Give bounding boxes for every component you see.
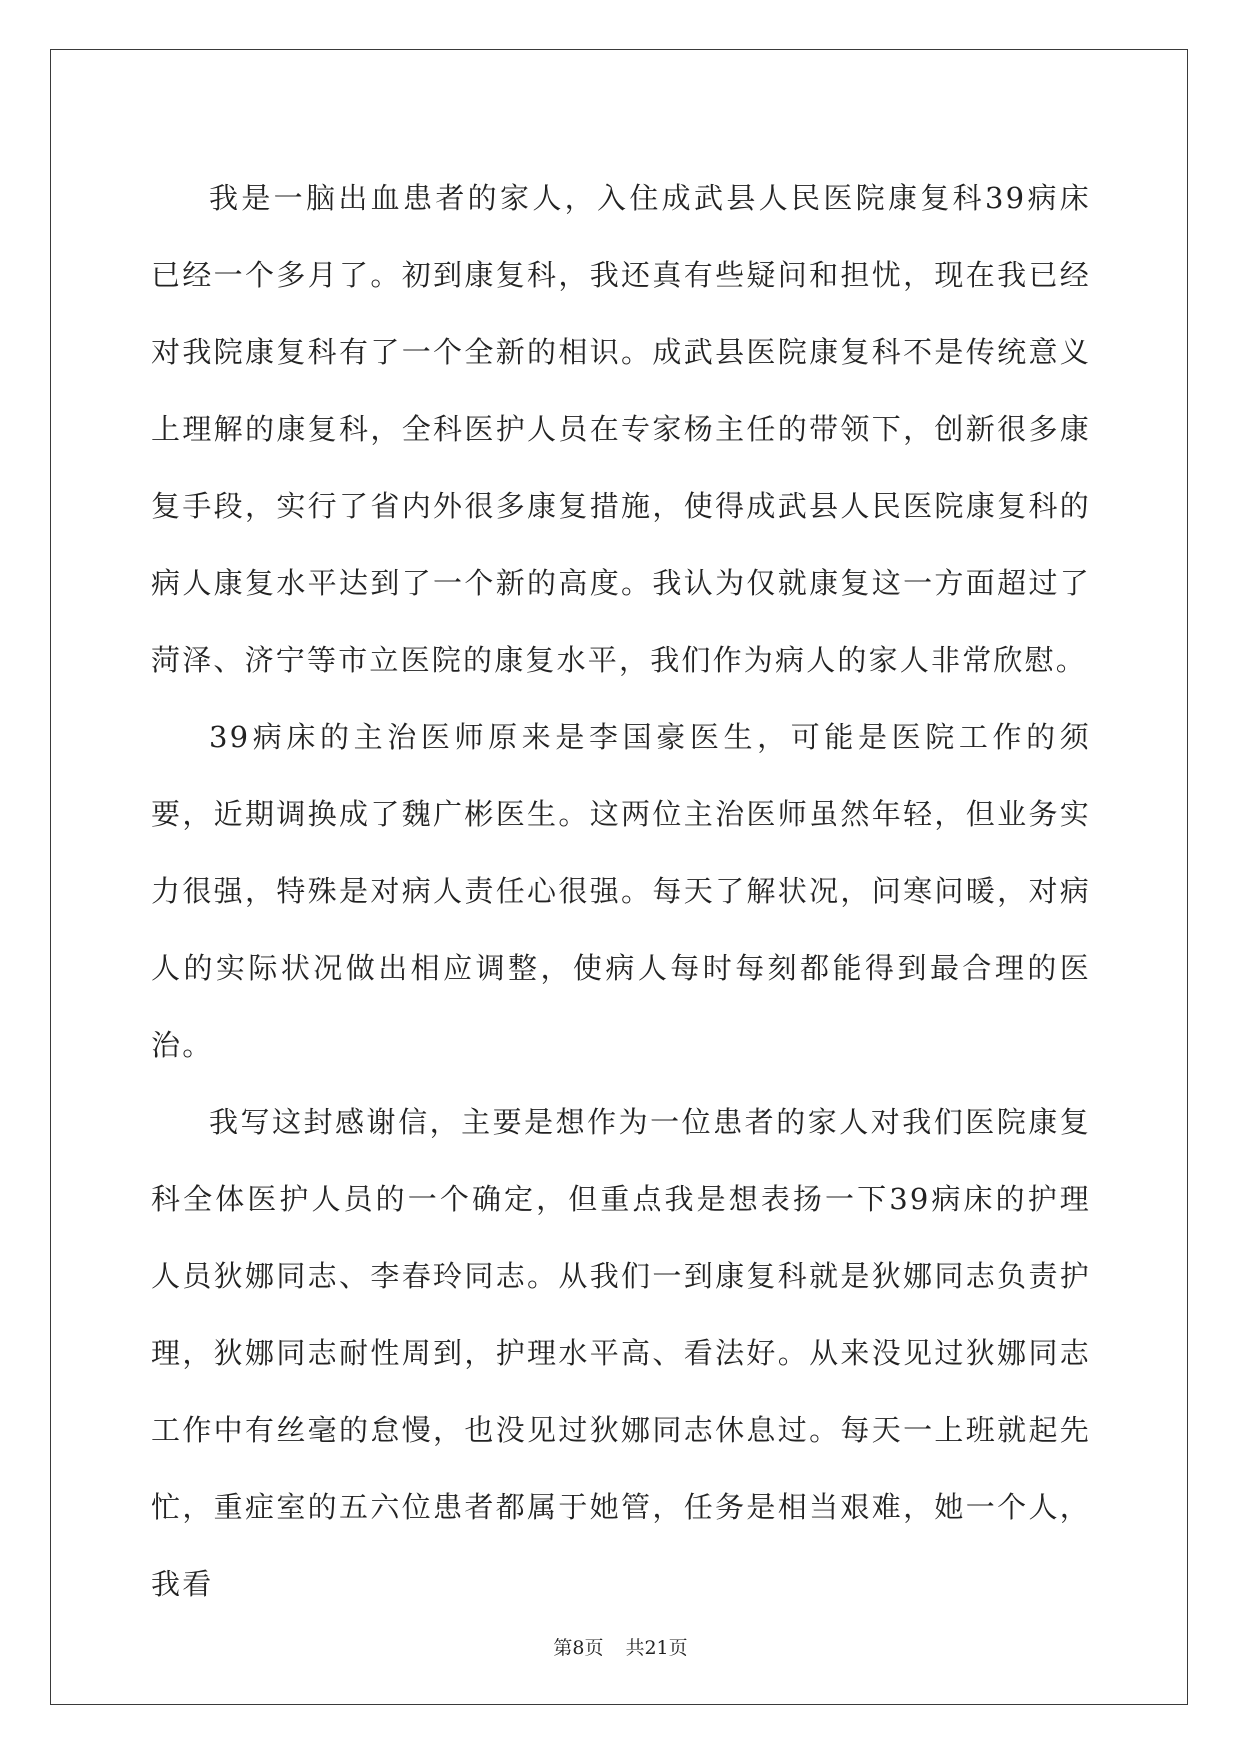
letter-body xyxy=(151,160,1091,1623)
paragraph-3: 我写这封感谢信，主要是想作为一位患者的家人对我们医院康复科全体医护人员的一个确定，但重点我是想表扬一下39病床的护理人员狄娜同志、李春玲同志。从我们一到康复科就是狄娜同志负责护理，狄娜同志耐性周到，护理水平高、看法好。从来没见过狄娜同志工作中有丝毫的怠慢，也没见过狄娜同志休息过。每天一上班就起先忙，重症室的五六位患者都属于她管，任务是相当艰难，她一个人，我看 xyxy=(151,1105,1091,1601)
paragraph-2: 39病床的主治医师原来是李国豪医生，可能是医院工作的须要，近期调换成了魏广彬医生。这两位主治医师虽然年轻，但业务实力很强，特殊是对病人责任心很强。每天了解状况，问寒问暖，对病人的实际状况做出相应调整，使病人每时每刻都能得到最合理的医治。 xyxy=(151,720,1091,1062)
total-pages: 共21页 xyxy=(625,1637,688,1659)
current-page-number: 第8页 xyxy=(553,1637,604,1659)
page-footer xyxy=(0,1633,1241,1660)
paragraph-1: 我是一脑出血患者的家人，入住成武县人民医院康复科39病床已经一个多月了。初到康复科，我还真有些疑问和担忧，现在我已经对我院康复科有了一个全新的相识。成武县医院康复科不是传统意义上理解的康复科，全科医护人员在专家杨主任的带领下，创新很多康复手段，实行了省内外很多康复措施，使得成武县人民医院康复科的病人康复水平达到了一个新的高度。我认为仅就康复这一方面超过了菏泽、济宁等市立医院的康复水平，我们作为病人的家人非常欣慰。 xyxy=(151,181,1091,677)
